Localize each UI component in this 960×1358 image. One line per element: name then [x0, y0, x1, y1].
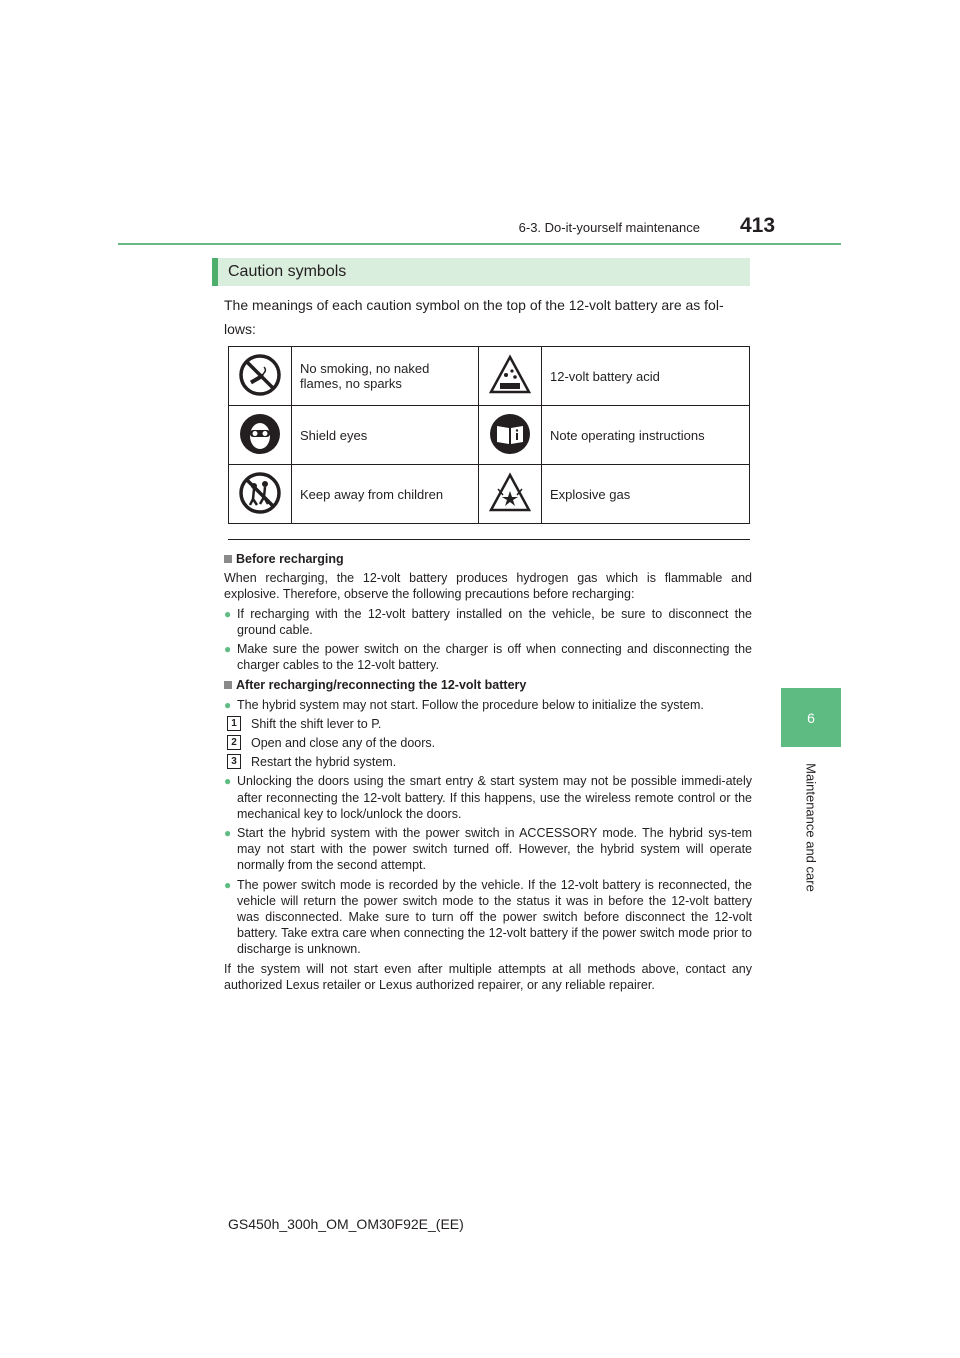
bullet-icon: ●: [224, 697, 232, 712]
symbol-label: Keep away from children: [292, 465, 479, 524]
chapter-label: Maintenance and care: [803, 763, 819, 892]
document-code: GS450h_300h_OM_OM30F92E_(EE): [228, 1216, 464, 1232]
symbol-cell: [229, 347, 292, 406]
bullet-icon: ●: [224, 606, 232, 621]
step-number: 3: [227, 754, 241, 769]
list-item: ● The power switch mode is recorded by the vehicle. If the 12-volt battery is reconnected, the vehicle will return the power switch mode to the status it was in before the 12-volt battery was disconnected. Make sure to turn off the power switch before disconnect the 12-volt battery. Take extra care when connecting the 12-volt battery if the power switch mode prior to discharge is unknown.: [224, 877, 752, 957]
symbol-label: 12-volt battery acid: [542, 347, 750, 406]
instructions-icon: [488, 412, 532, 456]
page-number: 413: [740, 214, 776, 237]
bullet-icon: ●: [224, 826, 232, 841]
symbol-label: Explosive gas: [542, 465, 750, 524]
body-text: [224, 549, 752, 993]
battery-acid-icon: [488, 353, 532, 397]
step-item: 1 Shift the shift lever to P.: [224, 716, 752, 732]
bullet-icon: ●: [224, 774, 232, 789]
step-number: 1: [227, 716, 241, 731]
closing-paragraph: If the system will not start even after multiple attempts at all methods above, contact any authorized Lexus retailer or Lexus authorized repairer, or any reliable repairer.: [224, 961, 752, 992]
list-item: ● Make sure the power switch on the charger is off when connecting and disconnecting the charger cables to the 12-volt battery.: [224, 642, 752, 673]
chapter-number: 6: [807, 709, 815, 726]
section-heading: Before recharging: [224, 551, 752, 567]
section-title: 6-3. Do-it-yourself maintenance: [518, 220, 700, 235]
list-item: ● Start the hybrid system with the power switch in ACCESSORY mode. The hybrid sys-tem may not start with the power switch turned off. However, the hybrid system will operate normally from the second attempt.: [224, 826, 752, 873]
header-rule: [118, 243, 841, 245]
symbol-cell: [479, 465, 542, 524]
symbol-cell: [479, 347, 542, 406]
table-row: [229, 465, 750, 524]
explosive-gas-icon: [488, 471, 532, 515]
table-bottom-rule: [228, 539, 750, 540]
symbol-cell: [229, 406, 292, 465]
symbol-label: Note operating instructions: [542, 406, 750, 465]
list-item: ● If recharging with the 12-volt battery installed on the vehicle, be sure to disconnect the ground cable.: [224, 606, 752, 637]
square-bullet-icon: [224, 681, 232, 689]
no-smoking-icon: [238, 353, 282, 397]
symbol-cell: [479, 406, 542, 465]
paragraph: When recharging, the 12-volt battery produces hydrogen gas which is flammable and explosive. Therefore, observe the following precautions before recharging:: [224, 571, 752, 602]
square-bullet-icon: [224, 555, 232, 563]
no-children-icon: [238, 471, 282, 515]
caption-title: Caution symbols: [228, 263, 347, 280]
bullet-icon: ●: [224, 642, 232, 657]
table-row: [229, 406, 750, 465]
step-number: 2: [227, 735, 241, 750]
symbol-cell: [229, 465, 292, 524]
symbol-label: No smoking, no naked flames, no sparks: [292, 347, 479, 406]
step-item: 3 Restart the hybrid system.: [224, 754, 752, 770]
step-item: 2 Open and close any of the doors.: [224, 735, 752, 751]
caption-bar: [212, 258, 750, 286]
list-item: ● Unlocking the doors using the smart entry & start system may not be possible immedi-ately after reconnecting the 12-volt battery. If this happens, use the wireless remote control or the mechanical key to lock/unlock the doors.: [224, 774, 752, 821]
caution-symbols-table: [228, 346, 750, 524]
table-row: [229, 347, 750, 406]
symbol-label: Shield eyes: [292, 406, 479, 465]
shield-eyes-icon: [238, 412, 282, 456]
section-heading: After recharging/reconnecting the 12-volt battery: [224, 677, 752, 693]
chapter-tab[interactable]: [781, 688, 841, 747]
bullet-icon: ●: [224, 877, 232, 892]
intro-text: The meanings of each caution symbol on the top of the 12-volt battery are as fol-lows:: [224, 297, 724, 337]
list-item: ● The hybrid system may not start. Follow the procedure below to initialize the system.: [224, 697, 704, 712]
